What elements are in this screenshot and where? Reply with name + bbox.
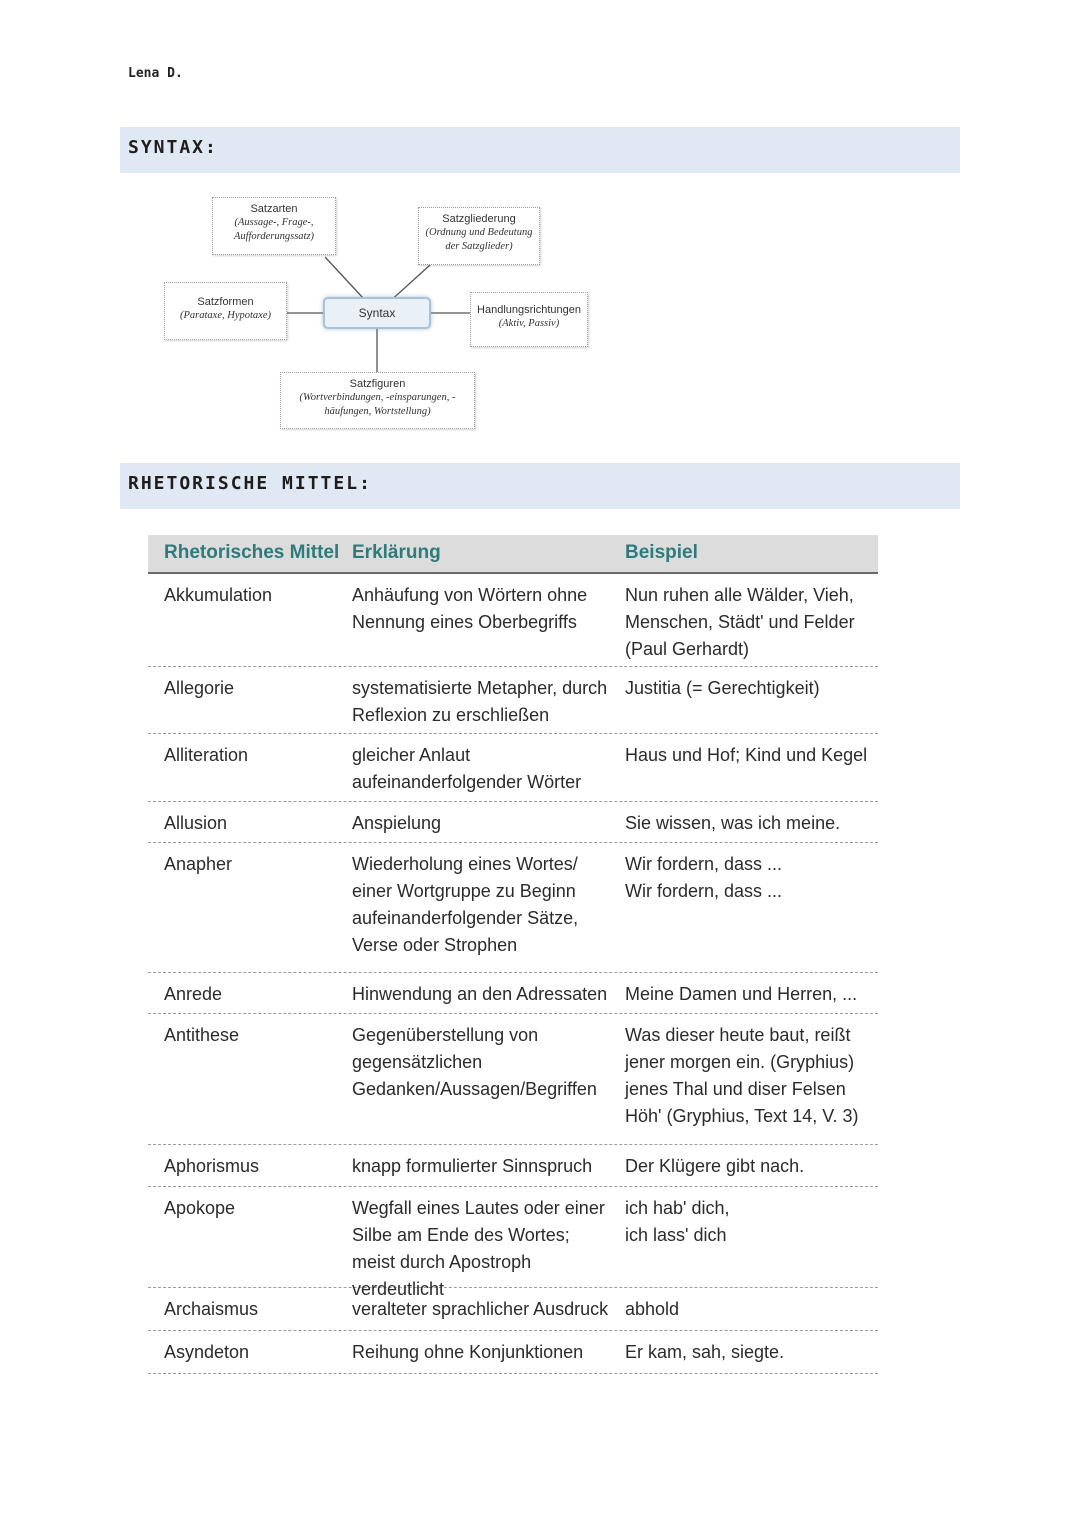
node-handlungsrichtungen (470, 292, 588, 347)
explanation-cell: Anspielung (352, 813, 442, 833)
term-cell: Alliteration (164, 745, 249, 765)
explanation-cell: Wegfall eines Lautes oder einer Silbe am Ende des Wortes; meist durch Apostroph verdeutlicht (352, 1198, 605, 1299)
term-cell: Anapher (164, 854, 233, 874)
node-syntax-center: Syntax (323, 297, 431, 329)
term-cell: Asyndeton (164, 1342, 250, 1362)
explanation-cell: Gegenüberstellung von gegensätzlichen Gedanken/Aussagen/Begriffen (352, 1025, 597, 1099)
term-cell: Allusion (164, 813, 228, 833)
term-cell: Akkumulation (164, 585, 273, 605)
example-cell: Meine Damen und Herren, ... (625, 984, 858, 1004)
table-row (148, 574, 878, 667)
table-row (148, 1288, 878, 1331)
section-title-syntax: SYNTAX: (128, 137, 218, 158)
header-example: Beispiel (625, 542, 698, 563)
table-row (148, 802, 878, 843)
table-row (148, 973, 878, 1014)
node-satzfiguren-sub: (Wortverbindungen, -einsparungen, -häufungen, Wortstellung) (299, 392, 456, 417)
explanation-cell: veralteter sprachlicher Ausdruck (352, 1299, 609, 1319)
example-cell: Sie wissen, was ich meine. (625, 813, 841, 833)
example-cell: Er kam, sah, siegte. (625, 1342, 785, 1362)
section-title-rhetoric: RHETORISCHE MITTEL: (128, 473, 372, 494)
explanation-cell: Anhäufung von Wörtern ohne Nennung eines Oberbegriffs (352, 585, 588, 632)
example-cell: abhold (625, 1299, 680, 1319)
node-satzarten (212, 197, 336, 255)
term-cell: Aphorismus (164, 1156, 260, 1176)
section-header-syntax (120, 127, 960, 173)
table-row (148, 1014, 878, 1145)
term-cell: Archaismus (164, 1299, 259, 1319)
node-satzfiguren-title: Satzfiguren (349, 378, 406, 390)
example-cell: Nun ruhen alle Wälder, Vieh, Menschen, Städt' und Felder (Paul Gerhardt) (625, 585, 855, 659)
table-row (148, 1145, 878, 1187)
explanation-cell: Wiederholung eines Wortes/ einer Wortgruppe zu Beginn aufeinanderfolgender Sätze, Verse oder Strophen (352, 854, 579, 955)
node-handlungsrichtungen-sub: (Aktiv, Passiv) (498, 318, 560, 329)
table-header (148, 535, 878, 574)
example-cell: Was dieser heute baut, reißt jener morgen ein. (Gryphius) jenes Thal und diser Felsen Höh' (Gryphius, Text 14, V. 3) (625, 1025, 859, 1126)
explanation-cell: gleicher Anlaut aufeinanderfolgender Wörter (352, 745, 582, 792)
example-cell: Wir fordern, dass ... Wir fordern, dass ... (625, 854, 783, 901)
explanation-cell: Reihung ohne Konjunktionen (352, 1342, 584, 1362)
node-satzfiguren (280, 372, 475, 429)
node-satzarten-sub: (Aussage-, Frage-, Aufforderungssatz) (233, 217, 315, 242)
table-row (148, 734, 878, 802)
node-satzformen-sub: (Parataxe, Hypotaxe) (180, 310, 271, 321)
table-row (148, 1187, 878, 1299)
table-row (148, 667, 878, 734)
term-cell: Anrede (164, 984, 223, 1004)
term-cell: Allegorie (164, 678, 235, 698)
node-satzgliederung-sub: (Ordnung und Bedeutung der Satzglieder) (425, 227, 533, 252)
author-name: Lena D. (128, 66, 183, 81)
example-cell: Haus und Hof; Kind und Kegel (625, 745, 868, 765)
term-cell: Apokope (164, 1198, 236, 1218)
node-satzgliederung (418, 207, 540, 265)
header-explanation: Erklärung (352, 542, 441, 563)
node-satzformen (164, 282, 287, 340)
syntax-mindmap (150, 185, 650, 440)
table-row (148, 843, 878, 973)
term-cell: Antithese (164, 1025, 240, 1045)
header-term: Rhetorisches Mittel (164, 542, 340, 563)
example-cell: Justitia (= Gerechtigkeit) (625, 678, 820, 698)
explanation-cell: systematisierte Metapher, durch Reflexion zu erschließen (352, 678, 608, 725)
node-handlungsrichtungen-title: Handlungsrichtungen (477, 304, 581, 316)
example-cell: ich hab' dich, ich lass' dich (625, 1198, 730, 1245)
rhetoric-table (148, 535, 878, 1374)
table-row (148, 1331, 878, 1374)
example-cell: Der Klügere gibt nach. (625, 1156, 805, 1176)
explanation-cell: knapp formulierter Sinnspruch (352, 1156, 593, 1176)
node-satzformen-title: Satzformen (197, 296, 254, 308)
node-satzgliederung-title: Satzgliederung (442, 213, 516, 225)
explanation-cell: Hinwendung an den Adressaten (352, 984, 608, 1004)
node-satzarten-title: Satzarten (250, 203, 298, 215)
section-header-rhetoric (120, 463, 960, 509)
